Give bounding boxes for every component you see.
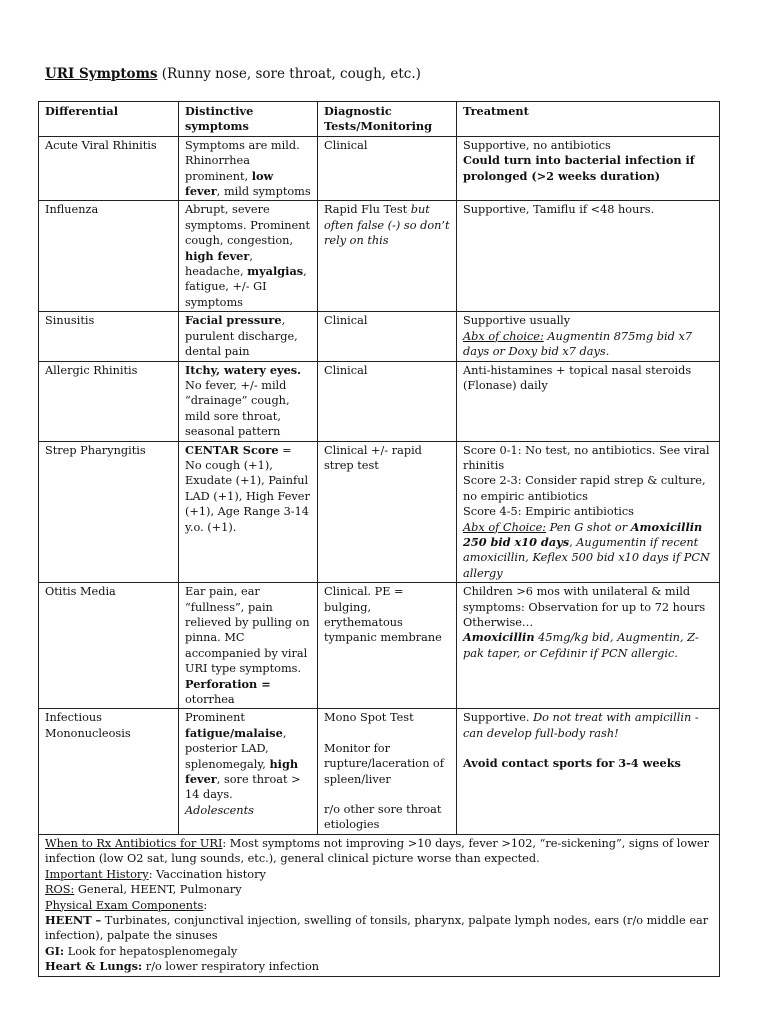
cell-text-bold: high fever bbox=[185, 248, 250, 263]
cell-text: Monitor for rupture/laceration of spleen/liver bbox=[324, 741, 444, 786]
spacer bbox=[463, 741, 713, 756]
cell-text: , fatigue, +/- GI symptoms bbox=[185, 265, 307, 309]
cell-symptoms bbox=[179, 583, 318, 709]
cell-text: otorrhea bbox=[185, 693, 235, 707]
cell-text: Mono Spot Test bbox=[324, 711, 414, 725]
cell-text-bold: Itchy, watery eyes. bbox=[185, 362, 302, 377]
cell-text-italic: 45mg/kg bid, Augmentin, Z-pak taper, or Cefdinir if PCN allergic. bbox=[463, 631, 699, 660]
cell-diagnostic: Clinical bbox=[318, 312, 457, 361]
cell-text-underline: Abx of Choice: bbox=[463, 520, 547, 534]
cell-text-italic: but often false (-) so don’t rely on this bbox=[324, 203, 450, 248]
cell-text-bold: Avoid contact sports for 3-4 weeks bbox=[463, 756, 681, 771]
cell-text-bold: fatigue/malaise bbox=[185, 725, 283, 740]
cell-text-italic: Do not treat with ampicillin - can develop full-body rash! bbox=[463, 711, 699, 740]
note-label-bold: GI: bbox=[45, 943, 65, 958]
differential-table bbox=[38, 101, 720, 977]
table-row bbox=[39, 312, 720, 361]
cell-treatment: Supportive, Tamiflu if <48 hours. bbox=[457, 201, 720, 312]
cell-diagnostic: Clinical bbox=[318, 136, 457, 201]
cell-differential: Influenza bbox=[39, 201, 179, 312]
cell-differential: Sinusitis bbox=[39, 312, 179, 361]
cell-text: Rapid Flu Test bbox=[324, 203, 411, 217]
header-treatment: Treatment bbox=[457, 102, 720, 137]
cell-text-bold: Amoxicillin bbox=[463, 630, 535, 645]
header-differential: Differential bbox=[39, 102, 179, 137]
table-row bbox=[39, 361, 720, 441]
page-title bbox=[45, 66, 421, 82]
header-distinctive-symptoms: Distinctive symptoms bbox=[179, 102, 318, 137]
gi-note bbox=[45, 944, 713, 959]
title-main: URI Symptoms bbox=[45, 66, 158, 82]
cell-text-bold: CENTAR Score bbox=[185, 442, 279, 457]
cell-differential: Infectious Mononucleosis bbox=[39, 709, 179, 834]
cell-text: , sore throat > 14 days. bbox=[185, 773, 301, 802]
cell-text-italic: , Augumentin if recent amoxicillin, Keflex 500 bid x10 days if PCN allergy bbox=[463, 535, 710, 580]
cell-text: Ear pain, ear “fullness”, pain relieved by pulling on pinna. MC accompanied by viral URI type symptoms. bbox=[185, 585, 310, 676]
cell-text: , posterior LAD, splenomegaly, bbox=[185, 726, 287, 771]
cell-text: Supportive. bbox=[463, 711, 534, 725]
notes-row bbox=[39, 834, 720, 976]
cell-text-underline: Abx of choice: bbox=[463, 329, 544, 343]
table-row bbox=[39, 583, 720, 709]
cell-symptoms bbox=[179, 312, 318, 361]
cell-symptoms bbox=[179, 709, 318, 834]
table-row bbox=[39, 709, 720, 834]
cell-text: Score 2-3: Consider rapid strep & culture, no empiric antibiotics bbox=[463, 474, 706, 503]
table-row bbox=[39, 201, 720, 312]
cell-symptoms bbox=[179, 361, 318, 441]
cell-text-bold: Facial pressure bbox=[185, 313, 282, 328]
table-header-row bbox=[39, 102, 720, 137]
cell-treatment bbox=[457, 583, 720, 709]
cell-text: Abrupt, severe symptoms. Prominent cough, congestion, bbox=[185, 203, 311, 248]
note-label: Physical Exam Components bbox=[45, 898, 204, 912]
cell-diagnostic: Clinical +/- rapid strep test bbox=[318, 441, 457, 583]
note-label: ROS: bbox=[45, 883, 75, 897]
cell-symptoms bbox=[179, 136, 318, 201]
cell-differential: Otitis Media bbox=[39, 583, 179, 709]
cell-treatment bbox=[457, 441, 720, 583]
cell-diagnostic: Clinical bbox=[318, 361, 457, 441]
cell-diagnostic bbox=[318, 201, 457, 312]
cell-text-bold: low fever bbox=[185, 168, 274, 199]
cell-text: Score 0-1: No test, no antibiotics. See viral rhinitis bbox=[463, 443, 710, 472]
cell-text: Prominent bbox=[185, 711, 245, 725]
note-text: Turbinates, conjunctival injection, swelling of tonsils, pharynx, palpate lymph nodes, ears (r/o middle ear infection), palpate the sinuses bbox=[45, 913, 709, 943]
cell-text: = No cough (+1), Exudate (+1), Painful LAD (+1), High Fever (+1), Age Range 3-14 y.o. (+1). bbox=[185, 443, 310, 534]
cell-text: Supportive usually bbox=[463, 314, 571, 328]
cell-text: r/o other sore throat etiologies bbox=[324, 803, 442, 832]
spacer bbox=[324, 787, 450, 802]
cell-text-bold: Perforation = bbox=[185, 676, 271, 691]
spacer bbox=[324, 726, 450, 741]
cell-treatment: Anti-histamines + topical nasal steroids (Flonase) daily bbox=[457, 361, 720, 441]
note-text: : bbox=[203, 898, 208, 912]
note-label: Important History bbox=[45, 867, 149, 881]
cell-diagnostic bbox=[318, 709, 457, 834]
cell-differential: Acute Viral Rhinitis bbox=[39, 136, 179, 201]
header-diagnostic-tests: Diagnostic Tests/Monitoring bbox=[318, 102, 457, 137]
cell-text-italic: Augmentin 875mg bid x7 days or Doxy bid x7 days. bbox=[463, 329, 693, 359]
note-label-bold: Heart & Lungs: bbox=[45, 959, 143, 974]
cell-text: Supportive, no antibiotics bbox=[463, 138, 611, 152]
note-text: r/o lower respiratory infection bbox=[142, 960, 320, 974]
ros-note bbox=[45, 882, 713, 897]
note-text: Look for hepatosplenomegaly bbox=[64, 944, 238, 958]
cell-text-bold: Amoxicillin 250 bid x10 days bbox=[463, 519, 703, 549]
cell-differential: Allergic Rhinitis bbox=[39, 361, 179, 441]
cell-symptoms bbox=[179, 441, 318, 583]
physical-exam-note bbox=[45, 898, 713, 913]
note-text: : Vaccination history bbox=[148, 867, 266, 881]
note-text: : Most symptoms not improving >10 days, fever >102, “re-sickening”, signs of lower infection (low O2 sat, lung sounds, etc.), general clinical picture worse than expected. bbox=[45, 836, 709, 866]
cell-text-italic: Pen G shot or bbox=[546, 520, 631, 534]
table-row bbox=[39, 441, 720, 583]
cell-differential: Strep Pharyngitis bbox=[39, 441, 179, 583]
cell-diagnostic: Clinical. PE = bulging, erythematous tympanic membrane bbox=[318, 583, 457, 709]
note-label-bold: HEENT – bbox=[45, 912, 102, 927]
cell-text: , headache, bbox=[185, 249, 253, 279]
cell-treatment bbox=[457, 136, 720, 201]
cell-text-bold: Could turn into bacterial infection if prolonged (>2 weeks duration) bbox=[463, 153, 695, 183]
cell-text: No fever, +/- mild “drainage” cough, mild sore throat, seasonal pattern bbox=[185, 378, 290, 439]
cell-text: Children >6 mos with unilateral & mild symptoms: Observation for up to 72 hours Otherwise… bbox=[463, 585, 706, 629]
cell-text-bold: high fever bbox=[185, 756, 299, 787]
table-row bbox=[39, 136, 720, 201]
heart-lungs-note bbox=[45, 959, 713, 974]
cell-text-bold: myalgias bbox=[247, 264, 304, 279]
cell-text-italic: Adolescents bbox=[185, 803, 254, 817]
heent-note bbox=[45, 913, 713, 944]
note-text: General, HEENT, Pulmonary bbox=[74, 883, 242, 897]
cell-treatment bbox=[457, 709, 720, 834]
note-label: When to Rx Antibiotics for URI bbox=[45, 836, 223, 850]
cell-symptoms bbox=[179, 201, 318, 312]
cell-text: , purulent discharge, dental pain bbox=[185, 314, 298, 359]
cell-text: Score 4-5: Empiric antibiotics bbox=[463, 505, 634, 519]
cell-text: , mild symptoms bbox=[216, 185, 311, 199]
history-note bbox=[45, 867, 713, 882]
rx-antibiotics-note bbox=[45, 836, 713, 867]
cell-treatment bbox=[457, 312, 720, 361]
cell-text: Symptoms are mild. Rhinorrhea prominent, bbox=[185, 138, 300, 183]
notes-cell bbox=[39, 834, 720, 976]
title-subtitle: (Runny nose, sore throat, cough, etc.) bbox=[161, 66, 421, 82]
